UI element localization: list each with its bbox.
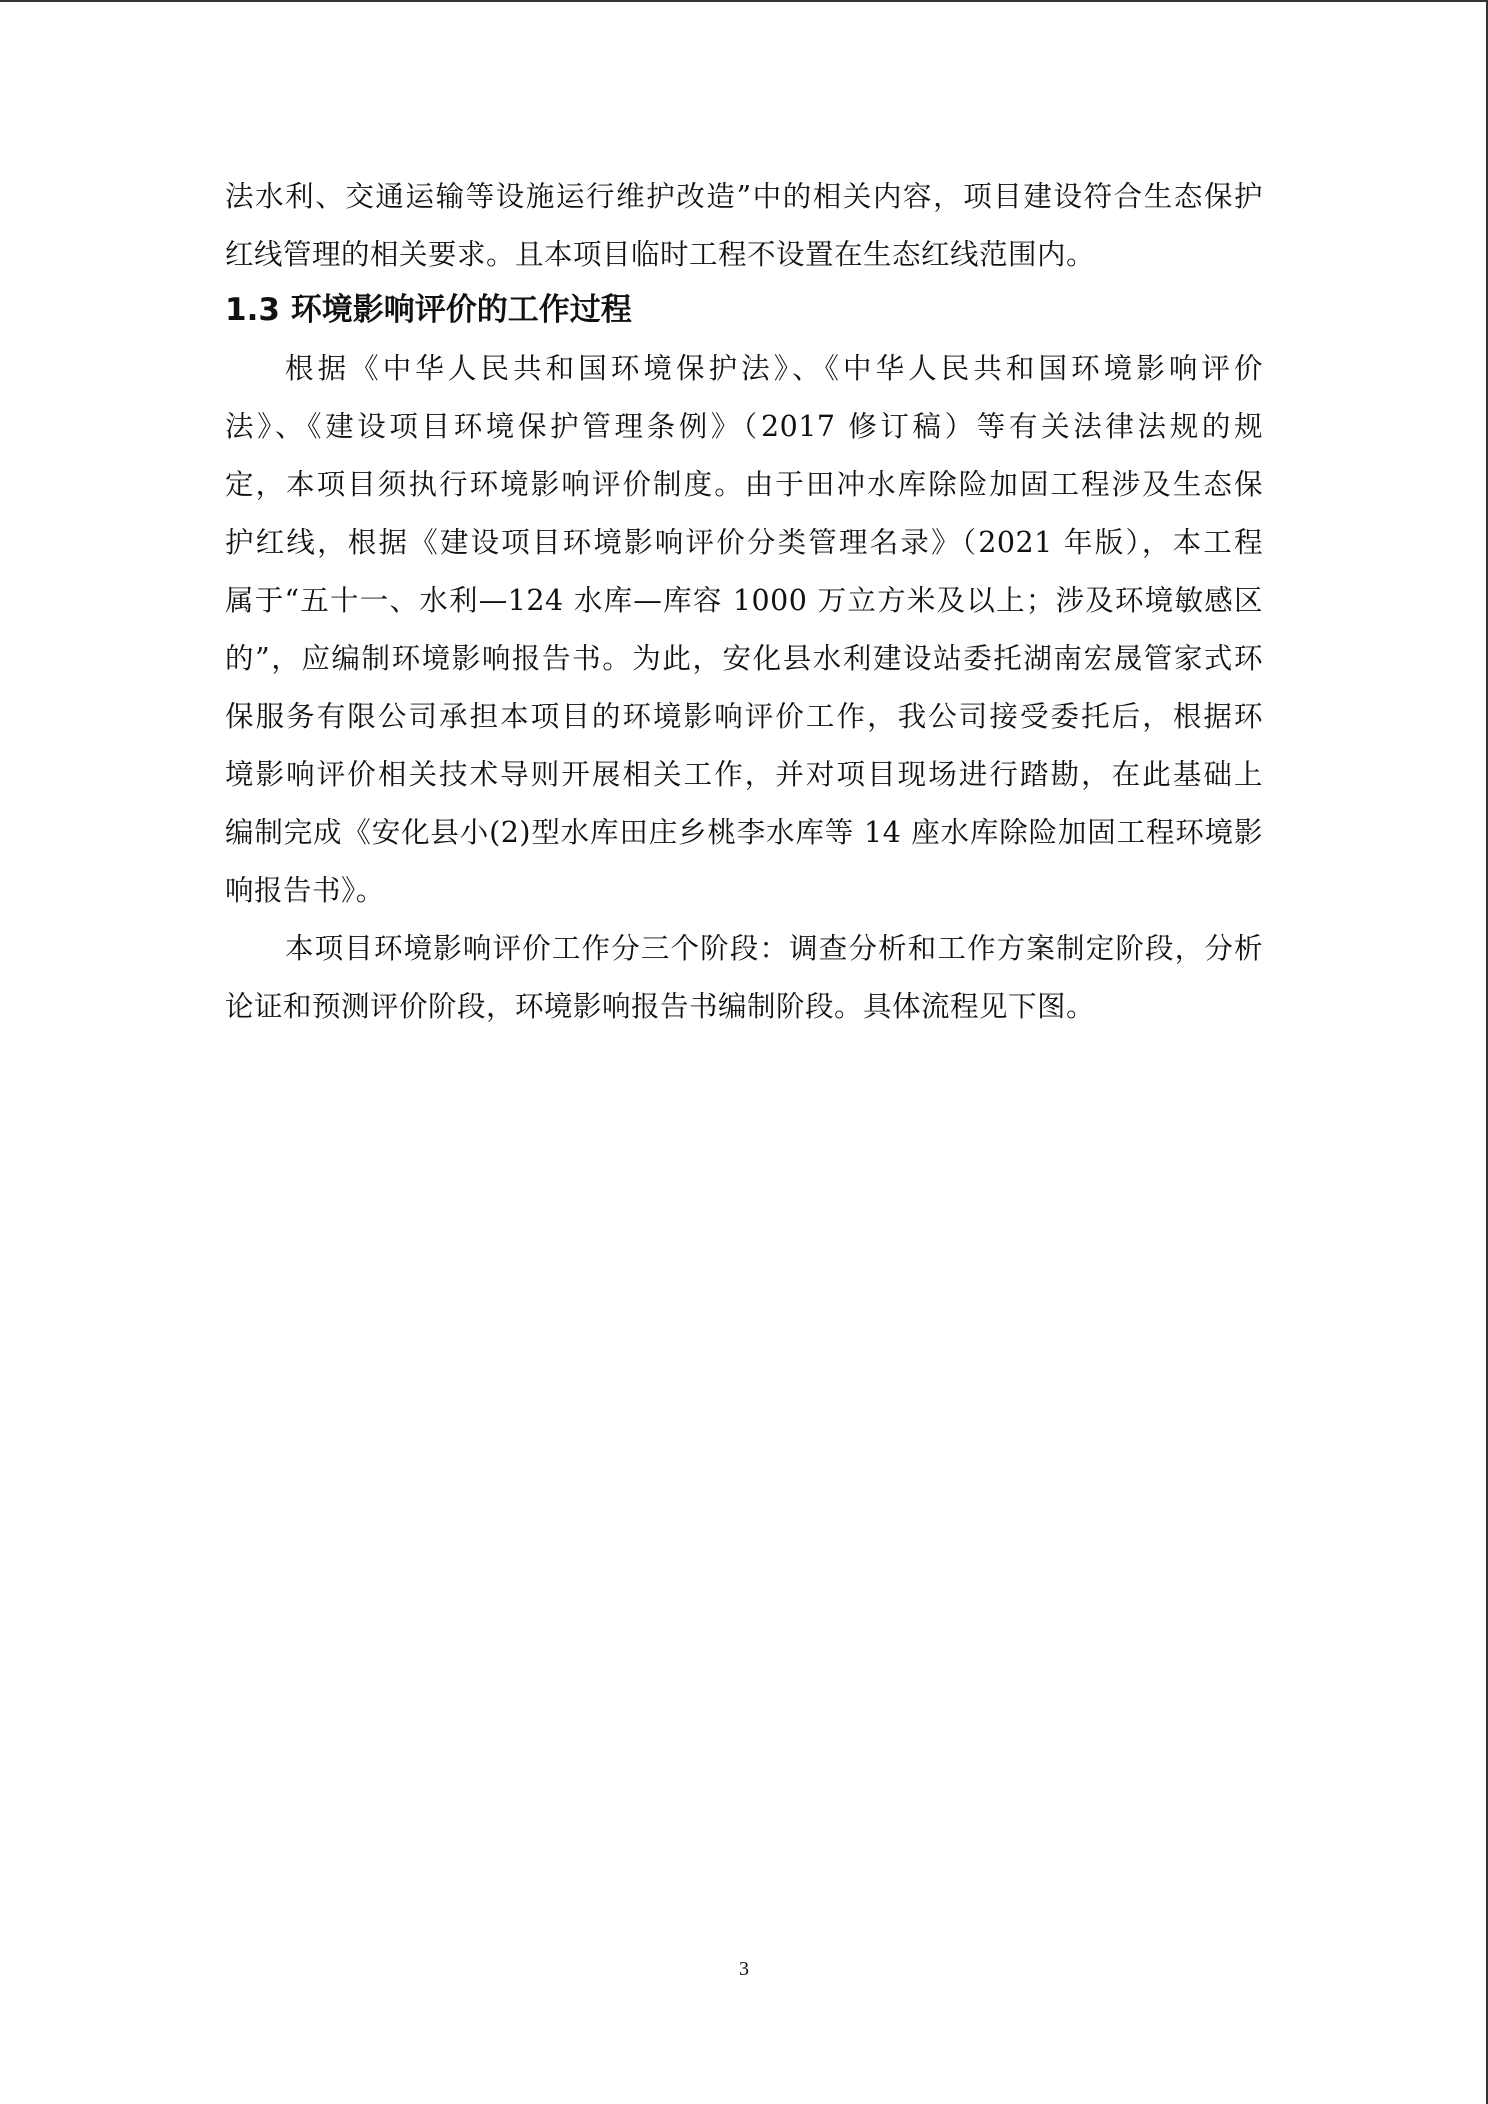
text-line: 定，本项目须执行环境影响评价制度。由于田冲水库除险加固工程涉及生态保	[225, 468, 1263, 501]
text-line: 根据《中华人民共和国环境保护法》、《中华人民共和国环境影响评价	[285, 352, 1263, 385]
text-line: 法》、《建设项目环境保护管理条例》（2017 修订稿）等有关法律法规的规	[225, 410, 1263, 443]
text-line: 响报告书》。	[225, 874, 385, 907]
text-line: 保服务有限公司承担本项目的环境影响评价工作，我公司接受委托后，根据环	[225, 700, 1263, 733]
text-line: 的”，应编制环境影响报告书。为此，安化县水利建设站委托湖南宏晟管家式环	[225, 642, 1263, 675]
text-line: 论证和预测评价阶段，环境影响报告书编制阶段。具体流程见下图。	[225, 990, 1096, 1023]
text-line: 编制完成《安化县小(2)型水库田庄乡桃李水库等 14 座水库除险加固工程环境影	[225, 816, 1263, 849]
continued-paragraph	[225, 168, 1263, 284]
text-line: 本项目环境影响评价工作分三个阶段：调查分析和工作方案制定阶段，分析	[285, 932, 1263, 965]
document-body	[225, 168, 1263, 1036]
text-line: 红线管理的相关要求。且本项目临时工程不设置在生态红线范围内。	[225, 238, 1096, 271]
page-top-border	[0, 0, 1488, 2]
paragraph-process-stages	[225, 920, 1263, 1036]
paragraph-process-background	[225, 340, 1263, 920]
text-line: 法水利、交通运输等设施运行维护改造”中的相关内容，项目建设符合生态保护	[225, 180, 1263, 213]
page-number: 3	[739, 1958, 749, 1980]
text-line: 属于“五十一、水利—124 水库—库容 1000 万立方米及以上；涉及环境敏感区	[225, 584, 1263, 617]
text-line: 境影响评价相关技术导则开展相关工作，并对项目现场进行踏勘，在此基础上	[225, 758, 1263, 791]
text-line: 护红线，根据《建设项目环境影响评价分类管理名录》（2021 年版），本工程	[225, 526, 1263, 559]
section-heading: 1.3 环境影响评价的工作过程	[225, 292, 632, 328]
